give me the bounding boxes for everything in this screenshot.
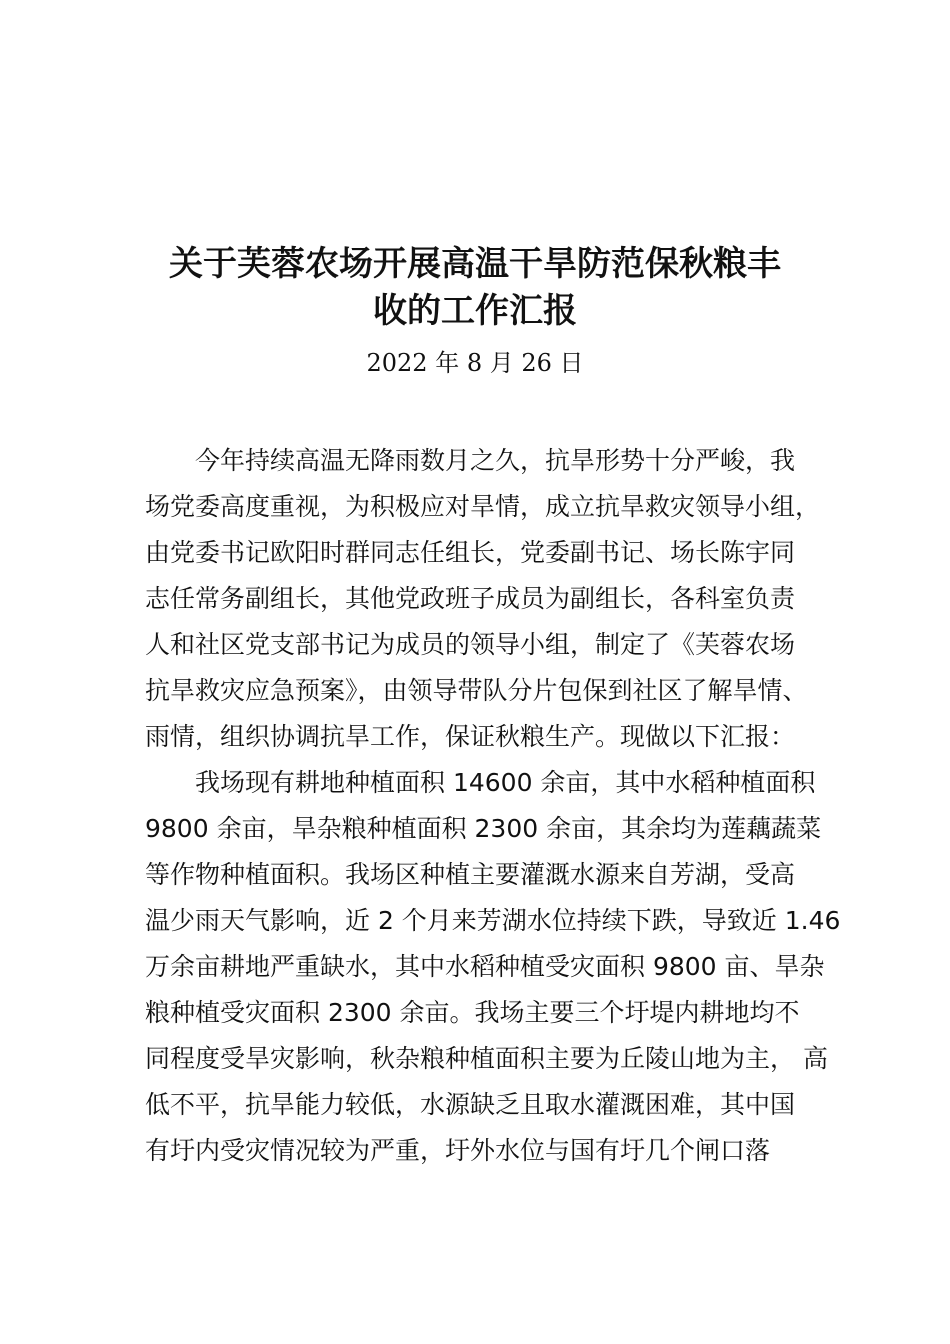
paragraph-1-line: 场党委高度重视，为积极应对旱情，成立抗旱救灾领导小组， — [145, 492, 821, 521]
document-date: 2022 年 8 月 26 日 — [366, 349, 584, 377]
paragraph-1-line: 由党委书记欧阳时群同志任组长，党委副书记、场长陈宇同 — [145, 538, 796, 567]
document-title-line-1: 关于芙蓉农场开展高温干旱防范保秋粮丰 — [169, 244, 781, 284]
paragraph-1-line: 志任常务副组长，其他党政班子成员为副组长，各科室负责 — [145, 584, 796, 613]
paragraph-2-line: 同程度受旱灾影响，秋杂粮种植面积主要为丘陵山地为主， 高 — [145, 1044, 828, 1073]
document-title-line-2: 收的工作汇报 — [373, 291, 577, 331]
paragraph-2-line: 有圩内受灾情况较为严重，圩外水位与国有圩几个闸口落 — [145, 1136, 771, 1165]
paragraph-1-line: 人和社区党支部书记为成员的领导小组，制定了《芙蓉农场 — [145, 630, 796, 659]
paragraph-2-line: 等作物种植面积。我场区种植主要灌溉水源来自芳湖，受高 — [145, 860, 796, 889]
paragraph-2-line: 低不平，抗旱能力较低，水源缺乏且取水灌溉困难，其中国 — [145, 1090, 796, 1119]
paragraph-2-line: 9800 余亩，旱杂粮种植面积 2300 余亩，其余均为莲藕蔬菜 — [145, 814, 822, 843]
paragraph-1-line: 雨情，组织协调抗旱工作，保证秋粮生产。现做以下汇报： — [145, 722, 796, 751]
paragraph-1-line: 抗旱救灾应急预案》，由领导带队分片包保到社区了解旱情、 — [145, 676, 808, 705]
paragraph-2-line: 温少雨天气影响，近 2 个月来芳湖水位持续下跌，导致近 1.46 — [145, 906, 841, 935]
paragraph-2-line: 我场现有耕地种植面积 14600 余亩，其中水稻种植面积 — [195, 768, 816, 797]
paragraph-1-line: 今年持续高温无降雨数月之久，抗旱形势十分严峻，我 — [195, 446, 796, 475]
paragraph-2-line: 粮种植受灾面积 2300 余亩。我场主要三个圩堤内耕地均不 — [145, 998, 800, 1027]
paragraph-2-line: 万余亩耕地严重缺水，其中水稻种植受灾面积 9800 亩、旱杂 — [145, 952, 825, 981]
